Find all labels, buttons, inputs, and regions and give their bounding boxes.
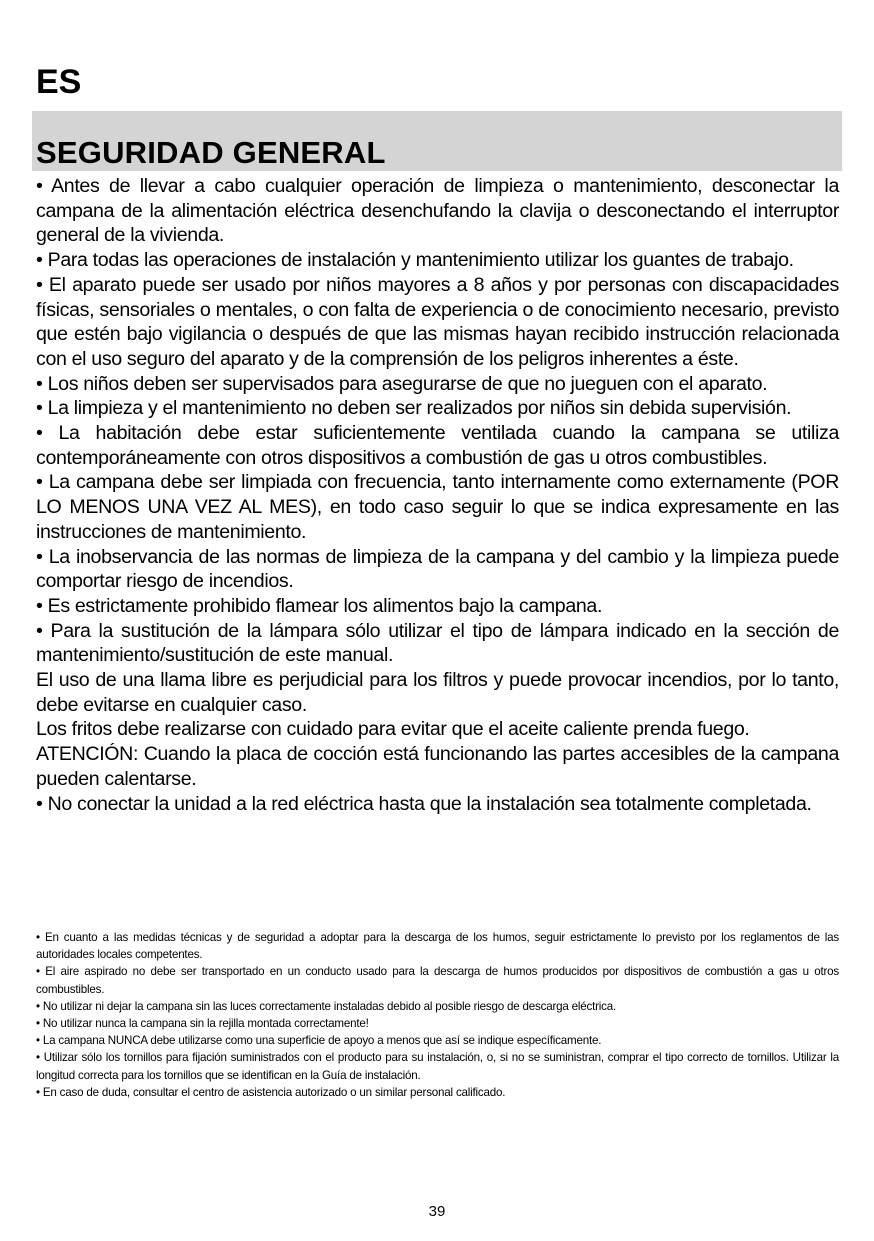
instruction-paragraph: • Antes de llevar a cabo cualquier operación de limpieza o mantenimiento, desconectar la campana de la alimentación eléctrica desenchufando la clavija o desconectando el interruptor general de la vivienda. — [36, 175, 839, 247]
fine-print-instructions — [36, 929, 839, 1101]
instruction-paragraph: • El aparato puede ser usado por niños mayores a 8 años y por personas con discapacidades físicas, sensoriales o mentales, o con falta de experiencia o de conocimiento necesario, previsto que estén bajo vigilancia o después de que las mismas hayan recibido instrucción relacionada con el uso seguro del aparato y de la comprensión de los peligros inherentes a éste. — [36, 273, 839, 370]
instruction-paragraph: • Para la sustitución de la lámpara sólo utilizar el tipo de lámpara indicado en la sección de mantenimiento/sustitución de este manual. — [36, 619, 839, 667]
fine-print-paragraph: • En caso de duda, consultar el centro de asistencia autorizado o un similar personal calificado. — [36, 1085, 506, 1099]
instruction-paragraph: Los fritos debe realizarse con cuidado para evitar que el aceite caliente prenda fuego. — [36, 718, 750, 741]
fine-print-paragraph: • La campana NUNCA debe utilizarse como una superficie de apoyo a menos que así se indique específicamente. — [36, 1034, 602, 1048]
instruction-paragraph: El uso de una llama libre es perjudicial para los filtros y puede provocar incendios, por lo tanto, debe evitarse en cualquier caso. — [36, 669, 839, 716]
instruction-paragraph: • La campana debe ser limpiada con frecuencia, tanto internamente como externamente (POR LO MENOS UNA VEZ AL MES), en todo caso seguir lo que se indica expresamente en las instrucciones de mantenimiento. — [36, 471, 839, 543]
fine-print-paragraph: • No utilizar nunca la campana sin la rejilla montada correctamente! — [36, 1017, 369, 1031]
safety-instructions — [36, 174, 839, 816]
attention-paragraph: ATENCIÓN: Cuando la placa de cocción está funcionando las partes accesibles de la campana pueden calentarse. — [36, 743, 839, 790]
section-title: SEGURIDAD GENERAL — [36, 135, 386, 170]
instruction-paragraph: • La inobservancia de las normas de limpieza de la campana y del cambio y la limpieza puede comportar riesgo de incendios. — [36, 545, 839, 593]
language-code: ES — [36, 63, 82, 101]
fine-print-paragraph: • El aire aspirado no debe ser transportado en un conducto usado para la descarga de humos producidos por dispositivos de combustión a gas u otros combustibles. — [36, 965, 839, 996]
instruction-paragraph: • Es estrictamente prohibido flamear los alimentos bajo la campana. — [36, 594, 603, 617]
fine-print-paragraph: • No utilizar ni dejar la campana sin las luces correctamente instaladas debido al posible riesgo de descarga eléctrica. — [36, 999, 617, 1013]
fine-print-paragraph: • En cuanto a las medidas técnicas y de seguridad a adoptar para la descarga de los humos, seguir estrictamente lo previsto por los reglamentos de las autoridades locales competentes. — [36, 931, 839, 962]
instruction-paragraph: • La habitación debe estar suficientemente ventilada cuando la campana se utiliza contemporáneamente con otros dispositivos a combustión de gas u otros combustibles. — [36, 422, 839, 469]
section-header-band — [32, 111, 842, 171]
instruction-paragraph: • Para todas las operaciones de instalación y mantenimiento utilizar los guantes de trabajo. — [36, 249, 794, 272]
instruction-paragraph: • La limpieza y el mantenimiento no deben ser realizados por niños sin debida supervisión. — [36, 397, 792, 420]
page-number: 39 — [428, 1203, 446, 1220]
fine-print-paragraph: • Utilizar sólo los tornillos para fijación suministrados con el producto para su instalación, o, si no se suministran, comprar el tipo correcto de tornillos. Utilizar la longitud correcta para los tornillos que se identifican en la Guía de instalación. — [36, 1051, 839, 1082]
instruction-paragraph: • No conectar la unidad a la red eléctrica hasta que la instalación sea totalmente completada. — [36, 792, 812, 815]
instruction-paragraph: • Los niños deben ser supervisados para asegurarse de que no jueguen con el aparato. — [36, 372, 768, 395]
